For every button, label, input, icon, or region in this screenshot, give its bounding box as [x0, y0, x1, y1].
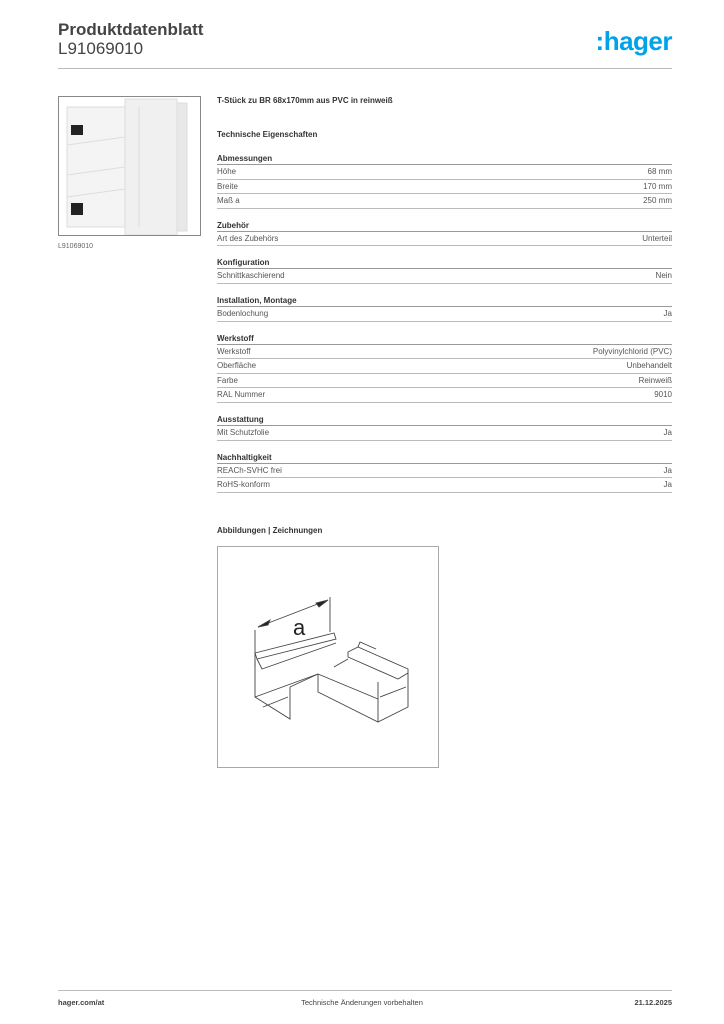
spec-label: REACh-SVHC frei — [217, 465, 282, 475]
spec-label: Breite — [217, 181, 238, 191]
footer-note: Technische Änderungen vorbehalten — [301, 998, 423, 1007]
spec-section — [217, 412, 672, 441]
section-heading: Abmessungen — [217, 151, 672, 165]
spec-label: Maß a — [217, 196, 240, 206]
spec-label: RAL Nummer — [217, 390, 266, 400]
spec-row — [217, 388, 672, 403]
tech-heading: Technische Eigenschaften — [217, 130, 318, 139]
footer-divider — [58, 990, 672, 991]
header-divider — [58, 68, 672, 69]
spec-row — [217, 232, 672, 247]
spec-label: Mit Schutzfolie — [217, 427, 270, 437]
spec-row — [217, 269, 672, 284]
footer-date: 21.12.2025 — [634, 998, 672, 1007]
image-caption: L91069010 — [58, 243, 94, 250]
spec-label: Art des Zubehörs — [217, 233, 279, 243]
drawings-heading: Abbildungen | Zeichnungen — [217, 526, 323, 535]
spec-label: Höhe — [217, 167, 237, 176]
spec-label: Bodenlochung — [217, 308, 269, 318]
spec-value: Unterteil — [642, 233, 672, 243]
section-heading: Werkstoff — [217, 331, 672, 345]
spec-label: Oberfläche — [217, 361, 257, 371]
section-heading: Zubehör — [217, 218, 672, 232]
spec-row — [217, 426, 672, 441]
spec-value: Unbehandelt — [626, 361, 672, 371]
spec-row — [217, 374, 672, 389]
spec-value: 250 mm — [643, 196, 672, 206]
footer-website[interactable]: hager.com/at — [58, 998, 105, 1007]
spec-section — [217, 218, 672, 247]
section-heading: Konfiguration — [217, 255, 672, 269]
spec-column — [217, 96, 672, 493]
spec-row — [217, 180, 672, 195]
spec-row — [217, 478, 672, 493]
dimension-label: a — [293, 615, 306, 640]
spec-label: RoHS-konform — [217, 480, 270, 490]
spec-value: 9010 — [654, 390, 672, 400]
spec-section — [217, 293, 672, 322]
product-description: T-Stück zu BR 68x170mm aus PVC in reinweiß — [217, 96, 393, 105]
spec-section — [217, 331, 672, 403]
part-number: L91069010 — [58, 39, 144, 58]
spec-value: Ja — [663, 308, 672, 318]
spec-section — [217, 151, 672, 209]
spec-row — [217, 464, 672, 479]
spec-row — [217, 307, 672, 322]
spec-value: Ja — [663, 480, 672, 490]
product-image — [58, 96, 201, 236]
spec-value: 68 mm — [647, 167, 672, 176]
spec-value: Ja — [663, 465, 672, 475]
spec-sections — [217, 151, 672, 493]
page-title: Produktdatenblatt — [58, 20, 204, 39]
spec-section — [217, 255, 672, 284]
spec-value: Ja — [663, 427, 672, 437]
section-heading: Nachhaltigkeit — [217, 450, 672, 464]
spec-value: Reinweiß — [638, 375, 672, 385]
spec-label: Werkstoff — [217, 346, 251, 356]
spec-value: 170 mm — [643, 181, 672, 191]
spec-row — [217, 165, 672, 180]
spec-section — [217, 450, 672, 493]
section-heading: Ausstattung — [217, 412, 672, 426]
spec-row — [217, 359, 672, 374]
spec-label: Farbe — [217, 375, 238, 385]
technical-drawing — [217, 546, 439, 768]
spec-row — [217, 345, 672, 360]
spec-label: Schnittkaschierend — [217, 271, 285, 281]
spec-value: Nein — [655, 271, 672, 281]
spec-row — [217, 194, 672, 209]
spec-value: Polyvinylchlorid (PVC) — [592, 346, 672, 356]
hager-logo: :hager — [595, 26, 672, 56]
section-heading: Installation, Montage — [217, 293, 672, 307]
